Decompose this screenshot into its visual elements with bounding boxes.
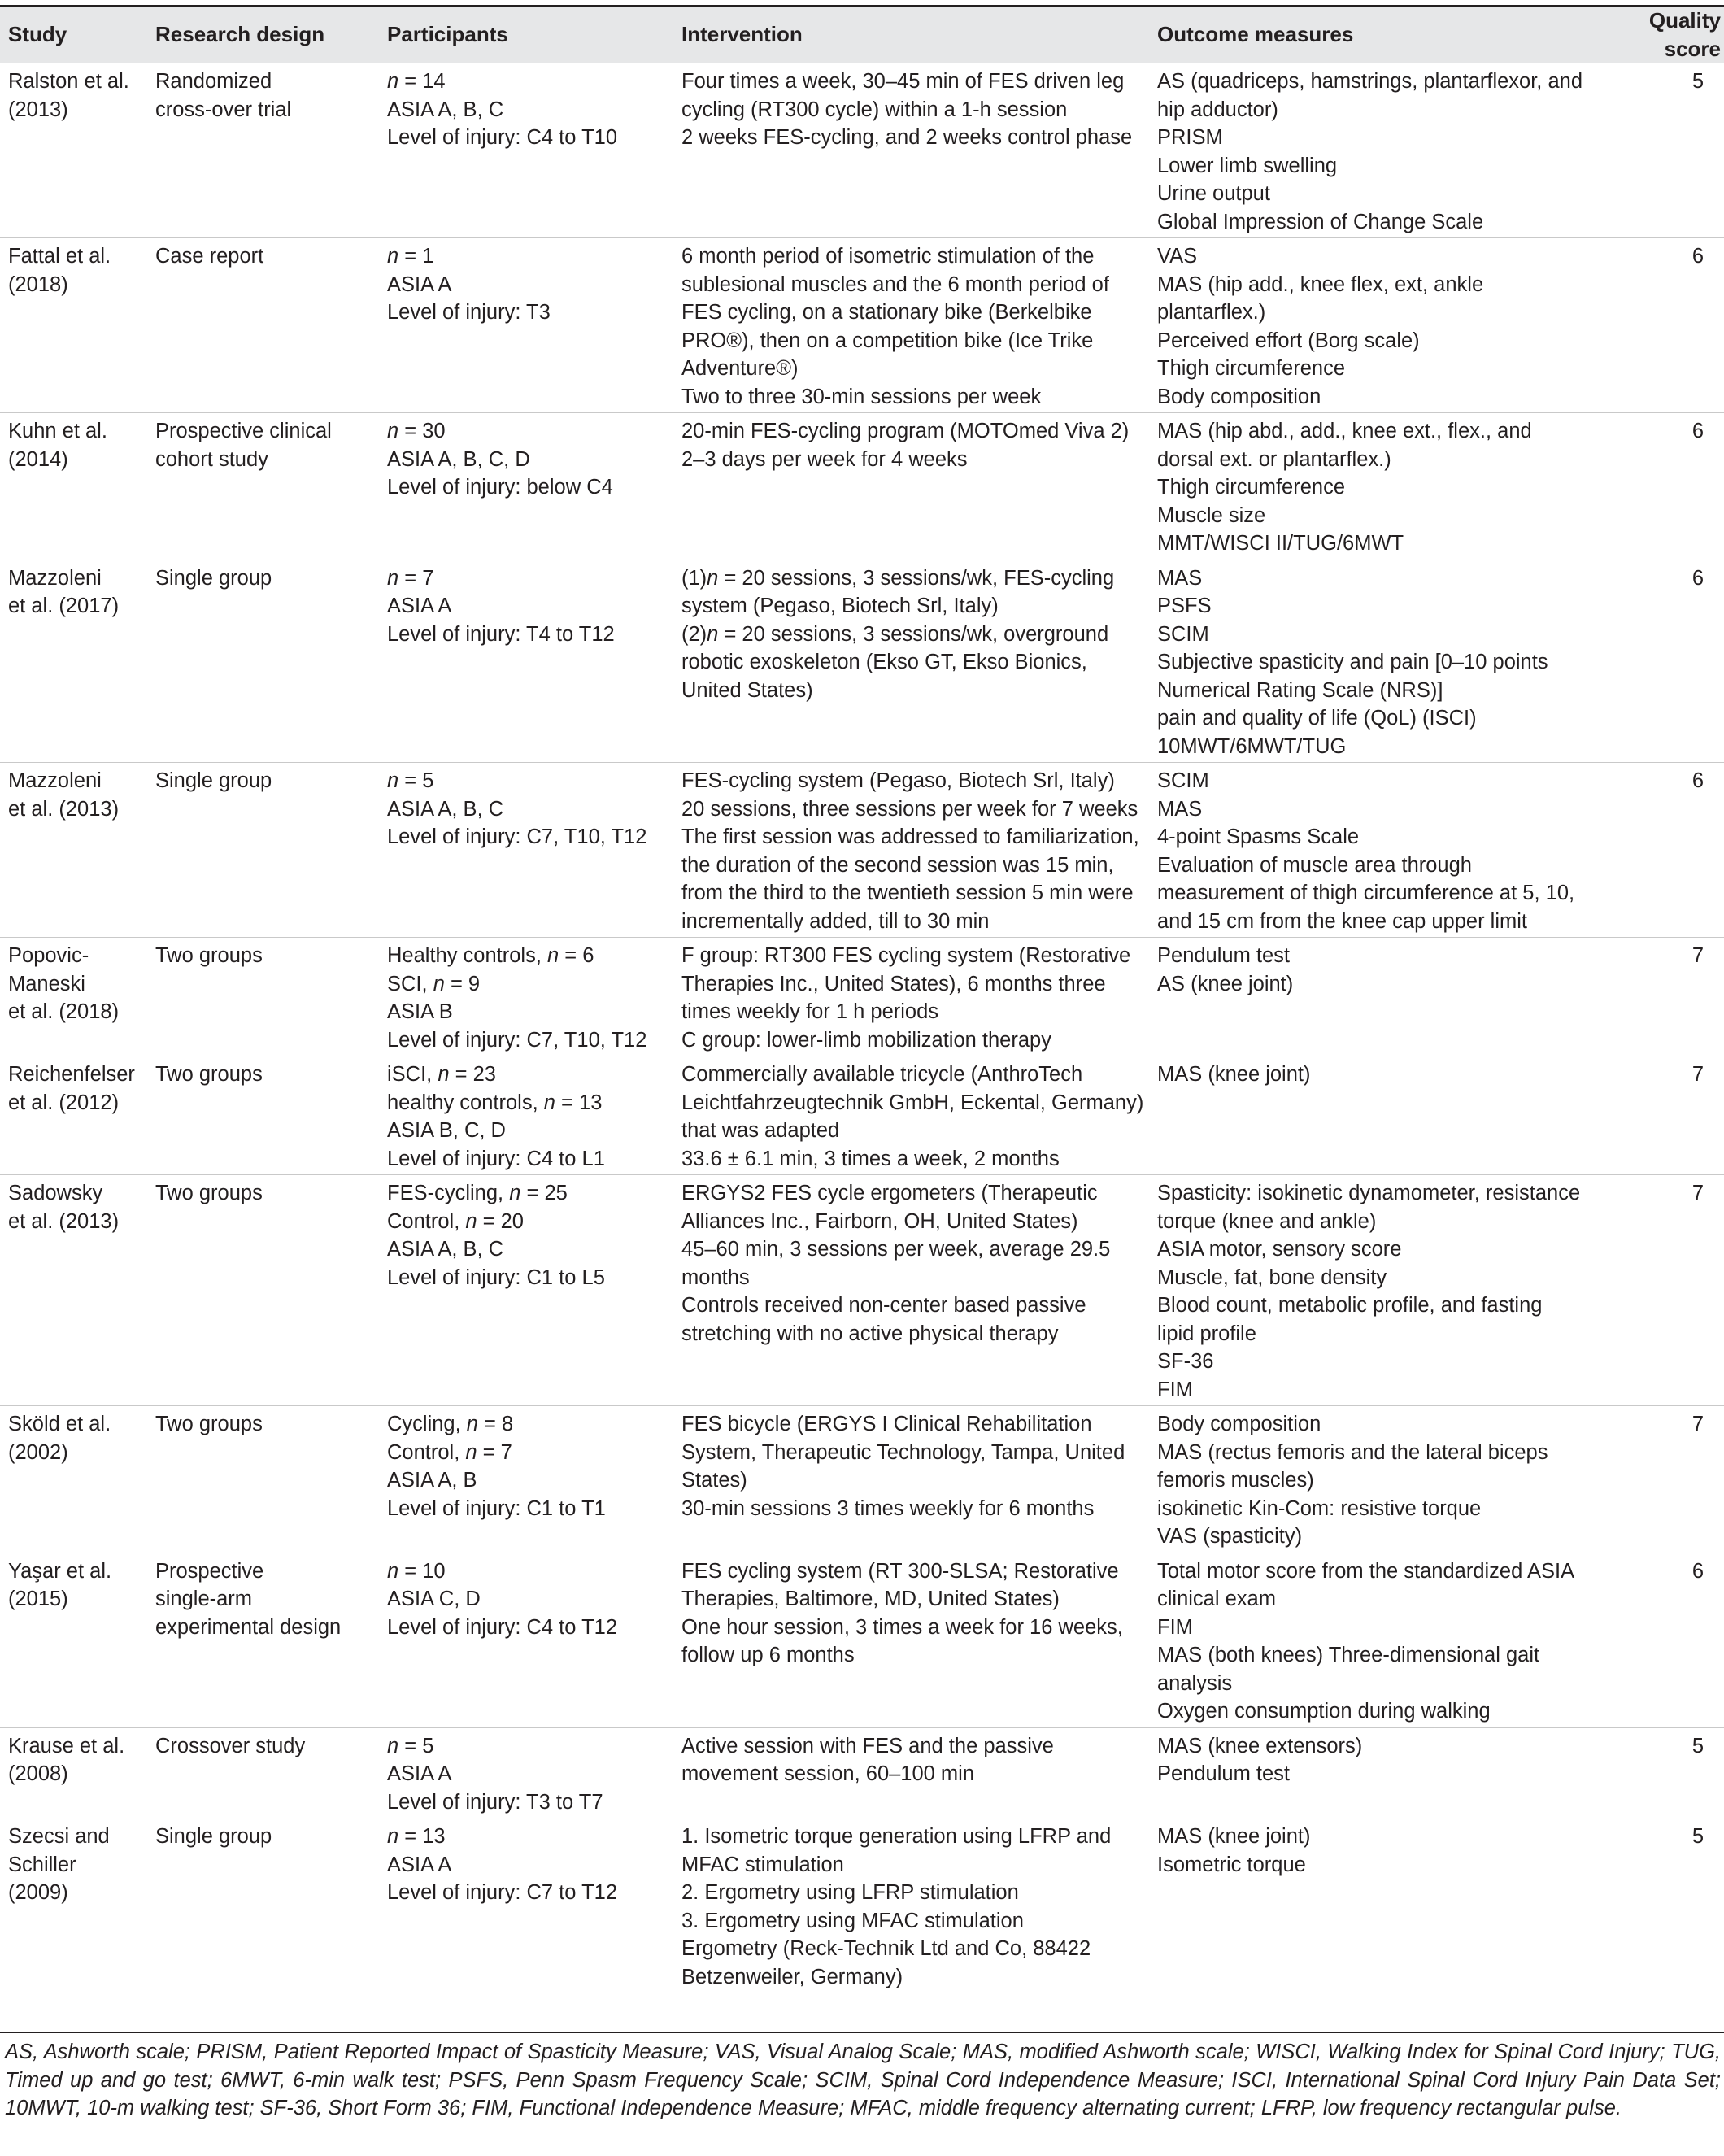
intervention-line: 6 month period of isometric stimulation of the sublesional muscles and the 6 month period of FES cycling, on a stationary bike (Berkelbike PRO®), then on a competition bike (Ice Trike Adventure®) [681, 245, 1109, 380]
study-line: et al. (2013) [8, 797, 120, 821]
outcome-measures-line: PRISM [1157, 126, 1223, 149]
outcome-measures-line: Thigh circumference [1157, 476, 1346, 499]
table-row [0, 763, 1724, 938]
outcome-measures-line: Body composition [1157, 1413, 1321, 1435]
intervention-line: Controls received non-center based passive stretching with no active physical therapy [681, 1294, 1086, 1345]
research-design-line: Single group [155, 566, 272, 590]
outcome-measures-cell [1149, 763, 1584, 938]
participants-cell [379, 1175, 673, 1406]
participants-line: Control, n = 20 [387, 1209, 524, 1233]
participants-line: ASIA A [387, 1762, 452, 1785]
outcome-measures-cell [1149, 560, 1584, 763]
participants-line: n = 10 [387, 1559, 446, 1583]
header-row [0, 6, 1724, 63]
outcome-measures-line: Thigh circumference [1157, 357, 1346, 380]
quality-score-cell: 5 [1584, 1727, 1724, 1818]
outcome-measures-line: Body composition [1157, 385, 1321, 408]
research-design-line: Prospective clinical [155, 420, 332, 442]
participants-line: Level of injury: C4 to L1 [387, 1147, 605, 1170]
study-cell [0, 1406, 147, 1553]
intervention-line: 2. Ergometry using LFRP stimulation [681, 1881, 1019, 1904]
quality-score-cell: 7 [1584, 1056, 1724, 1175]
research-design-cell [147, 1727, 379, 1818]
research-design-cell [147, 560, 379, 763]
participants-line: ASIA B [387, 1000, 453, 1023]
research-design-cell [147, 1553, 379, 1727]
participants-cell [379, 1818, 673, 1993]
intervention-line: Ergometry (Reck-Technik Ltd and Co, 88422 Betzenweiler, Germany) [681, 1937, 1091, 1988]
table-row [0, 1056, 1724, 1175]
study-line: (2018) [8, 272, 68, 296]
outcome-measures-line: pain and quality of life (QoL) (ISCI) [1157, 707, 1477, 730]
outcome-measures-line: MAS (knee extensors) [1157, 1734, 1363, 1757]
participants-line: Level of injury: T3 [387, 301, 551, 324]
quality-score-cell: 5 [1584, 1818, 1724, 1993]
study-line: Krause et al. [8, 1734, 125, 1757]
research-design-cell [147, 938, 379, 1056]
study-cell [0, 63, 147, 238]
outcome-measures-line: Spasticity: isokinetic dynamometer, resistance torque (knee and ankle) [1157, 1182, 1581, 1233]
participants-cell [379, 763, 673, 938]
study-line: Schiller [8, 1853, 76, 1876]
outcome-measures-line: 10MWT/6MWT/TUG [1157, 734, 1347, 758]
participants-line: ASIA A, B, C, D [387, 447, 530, 471]
research-design-cell [147, 413, 379, 560]
participants-line: Healthy controls, n = 6 [387, 944, 594, 967]
outcome-measures-cell [1149, 1553, 1584, 1727]
intervention-line: 20-min FES-cycling program (MOTOmed Viva 2) [681, 420, 1130, 442]
intervention-line: Four times a week, 30–45 min of FES driven leg cycling (RT300 cycle) within a 1-h session [681, 70, 1125, 121]
research-design-line: Two groups [155, 944, 263, 967]
header-intervention: Intervention [673, 6, 1149, 63]
intervention-cell [673, 1406, 1149, 1553]
outcome-measures-line: SF-36 [1157, 1350, 1214, 1373]
participants-line: ASIA A [387, 272, 452, 296]
study-line: et al. (2018) [8, 1000, 120, 1023]
outcome-measures-cell [1149, 1056, 1584, 1175]
participants-line: Level of injury: C7 to T12 [387, 1881, 618, 1904]
research-design-line: Crossover study [155, 1734, 306, 1757]
header-study: Study [0, 6, 147, 63]
table-row [0, 938, 1724, 1056]
intervention-line: 1. Isometric torque generation using LFRP and MFAC stimulation [681, 1825, 1112, 1876]
outcome-measures-line: FIM [1157, 1378, 1193, 1401]
intervention-line: FES cycling system (RT 300-SLSA; Restorative Therapies, Baltimore, MD, United States) [681, 1559, 1119, 1610]
outcome-measures-line: MAS (hip add., knee flex, ext, ankle plantarflex.) [1157, 272, 1484, 324]
research-design-cell [147, 238, 379, 413]
study-cell [0, 413, 147, 560]
study-line: Yaşar et al. [8, 1559, 112, 1583]
research-design-line: Prospective [155, 1559, 264, 1583]
quality-score-cell: 6 [1584, 1553, 1724, 1727]
outcome-measures-line: 4-point Spasms Scale [1157, 825, 1360, 848]
participants-line: ASIA A, B, C [387, 98, 504, 121]
intervention-line: 3. Ergometry using MFAC stimulation [681, 1909, 1024, 1932]
participants-cell [379, 238, 673, 413]
study-line: Popovic- [8, 944, 89, 967]
study-line: et al. (2013) [8, 1209, 120, 1233]
participants-line: ASIA A, B, C [387, 797, 504, 821]
study-line: (2013) [8, 98, 68, 121]
outcome-measures-line: Pendulum test [1157, 944, 1291, 967]
outcome-measures-line: Total motor score from the standardized ASIA clinical exam [1157, 1559, 1574, 1610]
intervention-cell [673, 63, 1149, 238]
header-outcome-measures: Outcome measures [1149, 6, 1584, 63]
participants-line: Level of injury: C7, T10, T12 [387, 825, 647, 848]
intervention-line: 33.6 ± 6.1 min, 3 times a week, 2 months [681, 1147, 1060, 1170]
table-header [0, 6, 1724, 63]
research-design-cell [147, 1175, 379, 1406]
participants-line: Level of injury: T3 to T7 [387, 1790, 603, 1814]
intervention-cell [673, 413, 1149, 560]
outcome-measures-cell [1149, 1818, 1584, 1993]
research-design-line: Two groups [155, 1063, 263, 1086]
intervention-line: 2 weeks FES-cycling, and 2 weeks control phase [681, 126, 1133, 149]
research-design-line: single-arm [155, 1588, 253, 1610]
research-design-line: cohort study [155, 447, 268, 471]
table-row [0, 1175, 1724, 1406]
research-design-line: cross-over trial [155, 98, 292, 121]
participants-cell [379, 413, 673, 560]
quality-score-cell: 6 [1584, 763, 1724, 938]
study-line: Fattal et al. [8, 245, 111, 268]
participants-cell [379, 560, 673, 763]
participants-line: SCI, n = 9 [387, 972, 481, 995]
quality-score-cell: 7 [1584, 1406, 1724, 1553]
intervention-line: 2–3 days per week for 4 weeks [681, 447, 968, 471]
participants-line: n = 5 [387, 769, 434, 792]
header-participants: Participants [379, 6, 673, 63]
intervention-line: 30-min sessions 3 times weekly for 6 months [681, 1496, 1095, 1520]
intervention-line: F group: RT300 FES cycling system (Restorative Therapies Inc., United States), 6 months three times weekly for 1 h periods [681, 944, 1131, 1023]
table-row [0, 1406, 1724, 1553]
header-research-design: Research design [147, 6, 379, 63]
table-row [0, 63, 1724, 238]
study-line: Mazzoleni [8, 566, 102, 590]
intervention-cell [673, 560, 1149, 763]
table-body [0, 63, 1724, 1993]
study-line: (2015) [8, 1588, 68, 1610]
outcome-measures-line: Subjective spasticity and pain [0–10 points [1157, 651, 1548, 673]
participants-line: Level of injury: C1 to T1 [387, 1496, 606, 1520]
study-line: Sköld et al. [8, 1413, 111, 1435]
quality-score-cell: 6 [1584, 238, 1724, 413]
intervention-cell [673, 1553, 1149, 1727]
quality-score-cell: 6 [1584, 413, 1724, 560]
participants-line: Level of injury: C7, T10, T12 [387, 1028, 647, 1052]
table-footnote: AS, Ashworth scale; PRISM, Patient Reported Impact of Spasticity Measure; VAS, Visual Analog Scale; MAS, modified Ashworth scale; WISCI, Walking Index for Spinal Cord Injury; TUG, Timed up and go test; 6MWT, 6-min walk test; PSFS, Penn Spasm Frequency Scale; SCIM, Spinal Cord Independence Measure; ISCI, International Spinal Cord Injury Pain Data Set; 10MWT, 10-m walking test; SF-36, Short Form 36; FIM, Functional Independence Measure; MFAC, middle frequency alternating current; LFRP, low frequency rectangular pulse. [0, 2032, 1724, 2123]
study-cell [0, 1175, 147, 1406]
quality-score-cell: 7 [1584, 1175, 1724, 1406]
research-design-cell [147, 1406, 379, 1553]
outcome-measures-cell [1149, 63, 1584, 238]
outcome-measures-line: AS (knee joint) [1157, 972, 1294, 995]
study-line: Maneski [8, 972, 85, 995]
outcome-measures-line: MAS [1157, 566, 1203, 590]
table-row [0, 1553, 1724, 1727]
outcome-measures-line: PSFS [1157, 595, 1212, 617]
participants-cell [379, 63, 673, 238]
outcome-measures-line: VAS [1157, 245, 1198, 268]
participants-line: FES-cycling, n = 25 [387, 1182, 568, 1204]
research-design-line: experimental design [155, 1615, 342, 1639]
research-design-line: Two groups [155, 1413, 263, 1435]
participants-line: n = 1 [387, 245, 434, 268]
participants-line: ASIA A, B [387, 1469, 477, 1492]
outcome-measures-line: Numerical Rating Scale (NRS)] [1157, 678, 1443, 702]
outcome-measures-cell [1149, 413, 1584, 560]
intervention-cell [673, 763, 1149, 938]
intervention-line: Commercially available tricycle (AnthroTech Leichtfahrzeugtechnik GmbH, Eckental, Germany) that was adapted [681, 1063, 1144, 1142]
outcome-measures-line: Evaluation of muscle area through measurement of thigh circumference at 5, 10, and 15 cm from the knee cap upper limit [1157, 853, 1575, 933]
outcome-measures-cell [1149, 1727, 1584, 1818]
participants-cell [379, 1553, 673, 1727]
research-design-line: Single group [155, 1825, 272, 1848]
intervention-cell [673, 1175, 1149, 1406]
participants-cell [379, 1727, 673, 1818]
outcome-measures-line: Global Impression of Change Scale [1157, 210, 1484, 233]
participants-cell [379, 1406, 673, 1553]
participants-line: ASIA A, B, C [387, 1238, 504, 1261]
participants-line: Level of injury: C4 to T10 [387, 126, 618, 149]
study-line: et al. (2012) [8, 1091, 120, 1114]
studies-table [0, 5, 1724, 1993]
intervention-cell [673, 938, 1149, 1056]
intervention-line: Two to three 30-min sessions per week [681, 385, 1042, 408]
participants-line: n = 13 [387, 1825, 446, 1848]
outcome-measures-line: FIM [1157, 1615, 1193, 1639]
participants-line: ASIA A [387, 1853, 452, 1876]
outcome-measures-line: MAS (knee joint) [1157, 1825, 1311, 1848]
outcome-measures-cell [1149, 238, 1584, 413]
participants-line: n = 14 [387, 70, 446, 93]
intervention-line: (1)n = 20 sessions, 3 sessions/wk, FES-cycling system (Pegaso, Biotech Srl, Italy) [681, 566, 1115, 617]
intervention-line: FES-cycling system (Pegaso, Biotech Srl, Italy) [681, 769, 1115, 792]
research-design-cell [147, 1818, 379, 1993]
outcome-measures-line: Muscle, fat, bone density [1157, 1265, 1387, 1289]
participants-cell [379, 1056, 673, 1175]
intervention-cell [673, 1818, 1149, 1993]
table-row [0, 560, 1724, 763]
outcome-measures-line: VAS (spasticity) [1157, 1525, 1303, 1548]
outcome-measures-cell [1149, 1175, 1584, 1406]
quality-score-cell: 7 [1584, 938, 1724, 1056]
research-design-cell [147, 763, 379, 938]
study-cell [0, 560, 147, 763]
table-row [0, 1818, 1724, 1993]
research-design-line: Single group [155, 769, 272, 792]
intervention-cell [673, 1727, 1149, 1818]
outcome-measures-line: Muscle size [1157, 503, 1266, 527]
intervention-line: Active session with FES and the passive movement session, 60–100 min [681, 1734, 1054, 1785]
participants-line: Level of injury: C4 to T12 [387, 1615, 618, 1639]
study-cell [0, 938, 147, 1056]
outcome-measures-line: Urine output [1157, 182, 1270, 205]
study-line: Sadowsky [8, 1182, 103, 1204]
outcome-measures-line: isokinetic Kin-Com: resistive torque [1157, 1496, 1482, 1520]
table-row [0, 413, 1724, 560]
outcome-measures-line: Isometric torque [1157, 1853, 1306, 1876]
outcome-measures-line: SCIM [1157, 769, 1209, 792]
outcome-measures-line: MAS (rectus femoris and the lateral biceps femoris muscles) [1157, 1440, 1548, 1492]
research-design-cell [147, 1056, 379, 1175]
research-design-line: Randomized [155, 70, 272, 93]
participants-line: Control, n = 7 [387, 1440, 512, 1464]
outcome-measures-line: ASIA motor, sensory score [1157, 1238, 1402, 1261]
study-line: (2002) [8, 1440, 68, 1464]
study-cell [0, 238, 147, 413]
participants-line: n = 30 [387, 420, 446, 442]
outcome-measures-cell [1149, 938, 1584, 1056]
table-row [0, 238, 1724, 413]
study-line: Mazzoleni [8, 769, 102, 792]
intervention-line: (2)n = 20 sessions, 3 sessions/wk, overground robotic exoskeleton (Ekso GT, Ekso Bionics, United States) [681, 622, 1109, 702]
participants-line: iSCI, n = 23 [387, 1063, 496, 1086]
participants-line: ASIA A [387, 595, 452, 617]
participants-cell [379, 938, 673, 1056]
participants-line: ASIA B, C, D [387, 1119, 506, 1142]
study-line: Kuhn et al. [8, 420, 107, 442]
study-line: (2008) [8, 1762, 68, 1785]
study-line: Reichenfelser [8, 1063, 135, 1086]
outcome-measures-line: Perceived effort (Borg scale) [1157, 329, 1420, 352]
outcome-measures-line: SCIM [1157, 622, 1209, 646]
outcome-measures-line: MAS (both knees) Three-dimensional gait analysis [1157, 1644, 1540, 1695]
participants-line: Cycling, n = 8 [387, 1413, 514, 1435]
intervention-line: One hour session, 3 times a week for 16 weeks, follow up 6 months [681, 1615, 1123, 1666]
outcome-measures-line: AS (quadriceps, hamstrings, plantarflexor, and hip adductor) [1157, 70, 1583, 121]
intervention-line: 20 sessions, three sessions per week for 7 weeks [681, 797, 1138, 821]
participants-line: Level of injury: T4 to T12 [387, 622, 615, 646]
participants-line: n = 5 [387, 1734, 434, 1757]
outcome-measures-line: Lower limb swelling [1157, 154, 1338, 177]
study-line: Szecsi and [8, 1825, 110, 1848]
outcome-measures-line: MAS [1157, 797, 1203, 821]
study-cell [0, 1056, 147, 1175]
intervention-line: The first session was addressed to familiarization, the duration of the second session was 15 min, from the third to the twentieth session 5 min were incrementally added, till to 30 min [681, 825, 1139, 933]
outcome-measures-line: MAS (hip abd., add., knee ext., flex., and dorsal ext. or plantarflex.) [1157, 420, 1532, 471]
participants-line: healthy controls, n = 13 [387, 1091, 603, 1114]
participants-line: ASIA C, D [387, 1588, 481, 1610]
study-line: (2009) [8, 1881, 68, 1904]
participants-line: Level of injury: below C4 [387, 476, 613, 499]
study-line: et al. (2017) [8, 595, 120, 617]
intervention-cell [673, 1056, 1149, 1175]
intervention-cell [673, 238, 1149, 413]
study-cell [0, 1727, 147, 1818]
intervention-line: ERGYS2 FES cycle ergometers (Therapeutic Alliances Inc., Fairborn, OH, United States) [681, 1182, 1098, 1233]
outcome-measures-line: Pendulum test [1157, 1762, 1291, 1785]
outcome-measures-line: MAS (knee joint) [1157, 1063, 1311, 1086]
outcome-measures-line: MMT/WISCI II/TUG/6MWT [1157, 532, 1404, 555]
outcome-measures-line: Blood count, metabolic profile, and fasting lipid profile [1157, 1294, 1543, 1345]
intervention-line: 45–60 min, 3 sessions per week, average 29.5 months [681, 1238, 1111, 1289]
outcome-measures-cell [1149, 1406, 1584, 1553]
research-design-cell [147, 63, 379, 238]
intervention-line: C group: lower-limb mobilization therapy [681, 1028, 1051, 1052]
research-design-line: Case report [155, 245, 264, 268]
study-cell [0, 1818, 147, 1993]
outcome-measures-line: Oxygen consumption during walking [1157, 1700, 1491, 1723]
research-design-line: Two groups [155, 1182, 263, 1204]
study-line: (2014) [8, 447, 68, 471]
quality-score-cell: 5 [1584, 63, 1724, 238]
study-line: Ralston et al. [8, 70, 129, 93]
header-quality-score: Quality score [1584, 6, 1724, 63]
participants-line: n = 7 [387, 566, 434, 590]
quality-score-cell: 6 [1584, 560, 1724, 763]
study-cell [0, 763, 147, 938]
participants-line: Level of injury: C1 to L5 [387, 1265, 605, 1289]
study-cell [0, 1553, 147, 1727]
table-row [0, 1727, 1724, 1818]
intervention-line: FES bicycle (ERGYS I Clinical Rehabilitation System, Therapeutic Technology, Tampa, United States) [681, 1413, 1125, 1492]
